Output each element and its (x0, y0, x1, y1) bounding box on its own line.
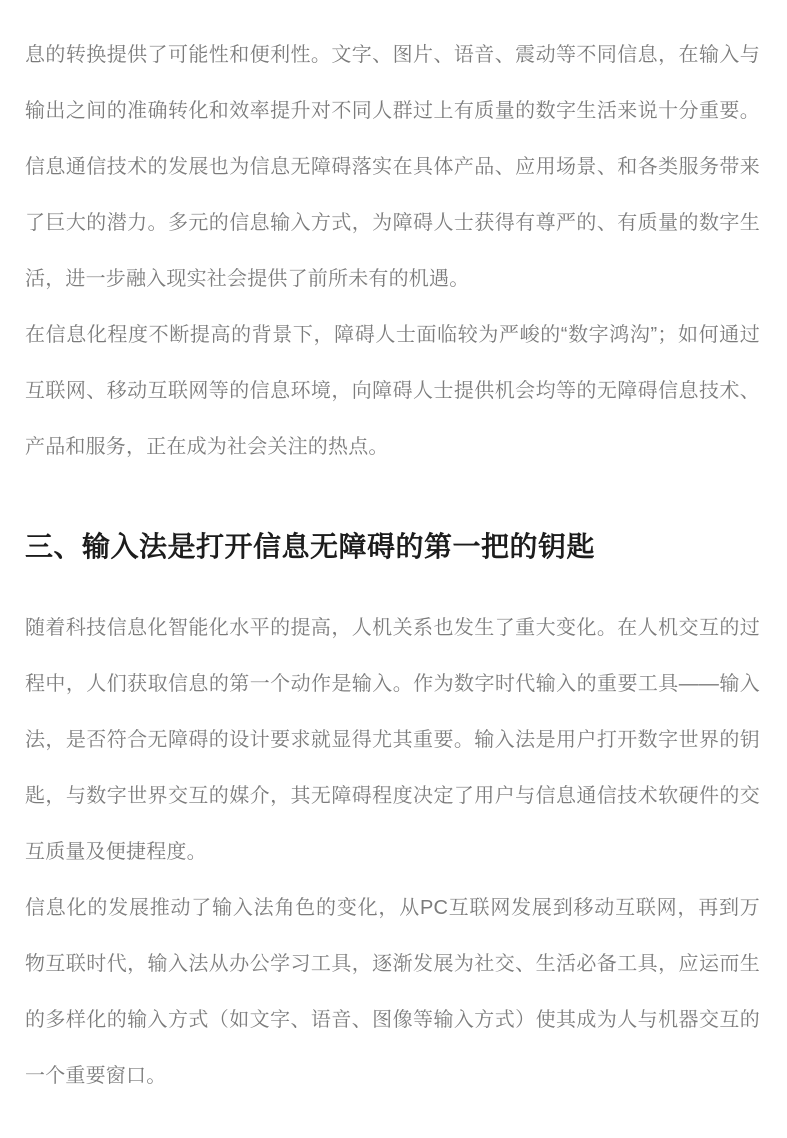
paragraph-digital-divide: 在信息化程度不断提高的背景下，障碍人士面临较为严峻的“数字鸿沟”；如何通过互联网、移动互联网等的信息环境，向障碍人士提供机会均等的无障碍信息技术、产品和服务，正在成为社会关注的热点。 (25, 324, 760, 458)
paragraph-input-method-evolution: 信息化的发展推动了输入法角色的变化，从PC互联网发展到移动互联网，再到万物互联时代，输入法从办公学习工具，逐渐发展为社交、生活必备工具，应运而生的多样化的输入方式（如文字、语音、图像等输入方式）使其成为人与机器交互的一个重要窗口。 (25, 897, 760, 1087)
paragraph-info-conversion: 息的转换提供了可能性和便利性。文字、图片、语音、震动等不同信息，在输入与输出之间的准确转化和效率提升对不同人群过上有质量的数字生活来说十分重要。信息通信技术的发展也为信息无障碍落实在具体产品、应用场景、和各类服务带来了巨大的潜力。多元的信息输入方式，为障碍人士获得有尊严的、有质量的数字生活，进一步融入现实社会提供了前所未有的机遇。 (25, 44, 760, 290)
paragraph-human-computer-interaction: 随着科技信息化智能化水平的提高，人机关系也发生了重大变化。在人机交互的过程中，人们获取信息的第一个动作是输入。作为数字时代输入的重要工具——输入法，是否符合无障碍的设计要求就显得尤其重要。输入法是用户打开数字世界的钥匙，与数字世界交互的媒介，其无障碍程度决定了用户与信息通信技术软硬件的交互质量及便捷程度。 (25, 617, 760, 863)
section-heading-input-method: 三、输入法是打开信息无障碍的第一把的钥匙 (25, 531, 596, 562)
